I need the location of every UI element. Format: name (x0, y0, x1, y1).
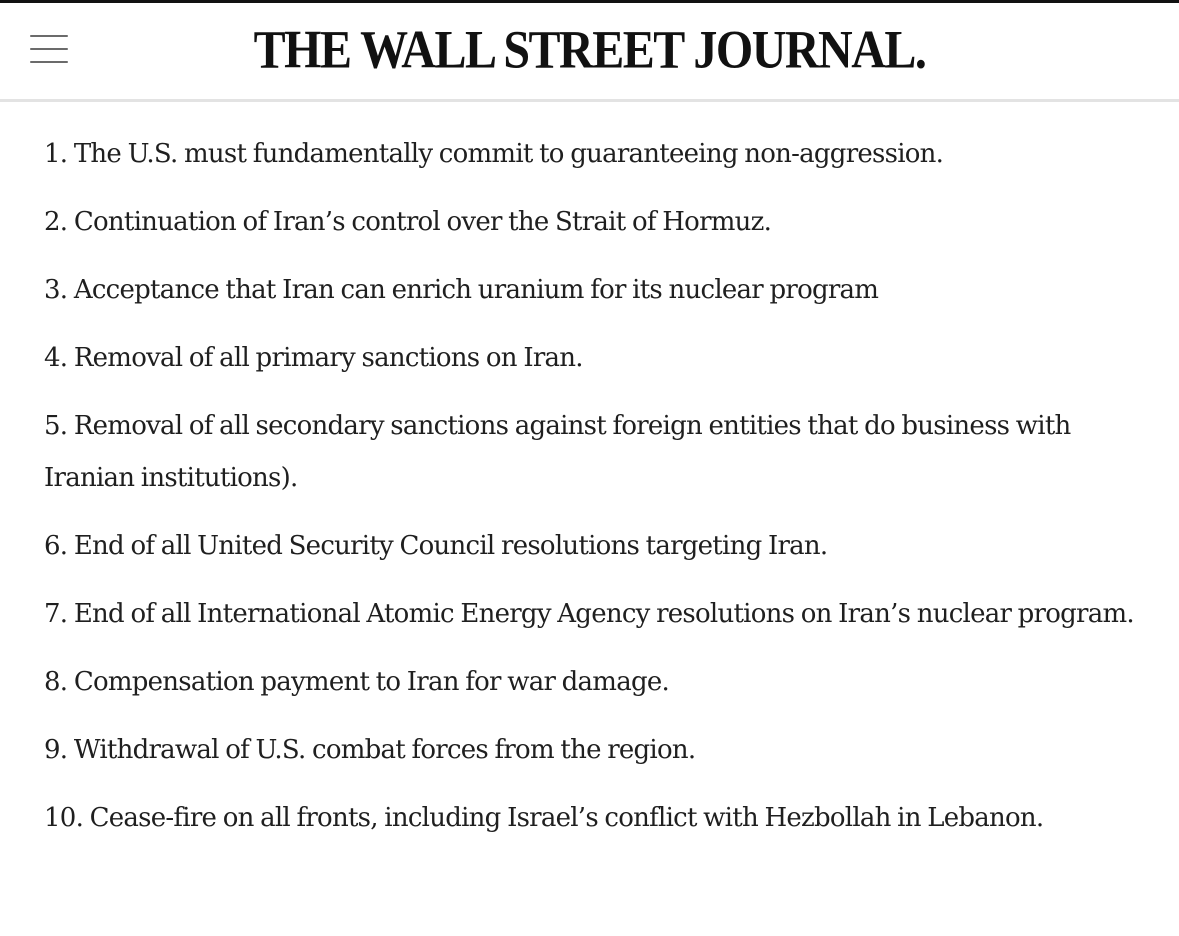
menu-line (30, 61, 68, 63)
hamburger-menu-icon[interactable] (26, 27, 72, 71)
item-number: 7. (44, 599, 68, 629)
list-item (44, 520, 1144, 572)
menu-line (30, 35, 68, 37)
item-number: 3. (44, 275, 68, 305)
item-text: Continuation of Iran’s control over the Strait of Hormuz. (73, 207, 772, 237)
item-number: 1. (44, 139, 68, 169)
item-number: 2. (44, 207, 68, 237)
masthead-logo[interactable]: THE WALL STREET JOURNAL. (253, 20, 926, 80)
item-text: Compensation payment to Iran for war damage. (73, 667, 669, 697)
list-item (44, 332, 1144, 384)
item-text: Cease-fire on all fronts, including Israel’s conflict with Hezbollah in Lebanon. (89, 803, 1044, 833)
item-text: Removal of all secondary sanctions against foreign entities that do business with Iranian institutions). (44, 411, 1071, 493)
list-item (44, 792, 1144, 844)
item-text: Removal of all primary sanctions on Iran. (73, 343, 583, 373)
list-item (44, 400, 1144, 504)
item-number: 5. (44, 411, 68, 441)
item-text: Withdrawal of U.S. combat forces from the region. (73, 735, 696, 765)
menu-line (30, 48, 68, 50)
list-item (44, 196, 1144, 248)
list-item (44, 656, 1144, 708)
item-number: 6. (44, 531, 68, 561)
site-header (0, 3, 1179, 102)
article-list (44, 128, 1144, 860)
item-text: The U.S. must fundamentally commit to guaranteeing non-aggression. (73, 139, 944, 169)
item-text: End of all United Security Council resolutions targeting Iran. (73, 531, 828, 561)
item-number: 10. (44, 803, 84, 833)
item-number: 9. (44, 735, 68, 765)
list-item (44, 588, 1144, 640)
list-item (44, 724, 1144, 776)
list-item (44, 264, 1144, 316)
item-text: End of all International Atomic Energy Agency resolutions on Iran’s nuclear program. (73, 599, 1134, 629)
item-number: 4. (44, 343, 68, 373)
item-text: Acceptance that Iran can enrich uranium for its nuclear program (73, 275, 879, 305)
item-number: 8. (44, 667, 68, 697)
list-item (44, 128, 1144, 180)
